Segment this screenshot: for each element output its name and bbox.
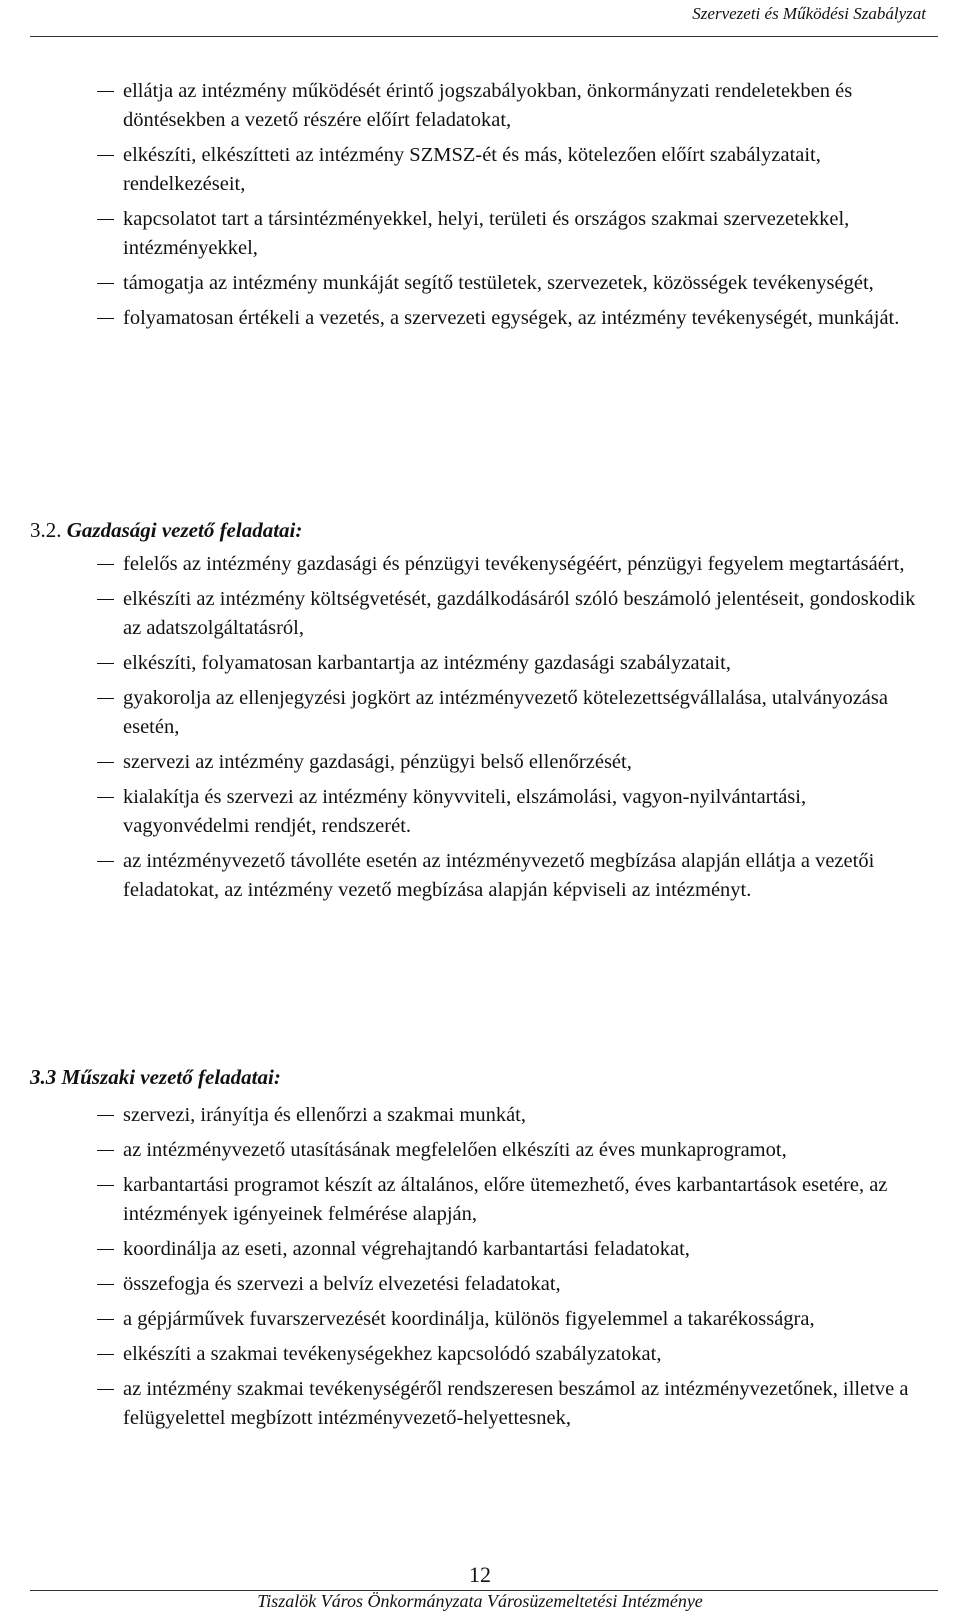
section-3-2-heading [30, 516, 302, 545]
list-item: folyamatosan értékeli a vezetés, a szervezeti egységek, az intézmény tevékenységét, munkáját. [95, 304, 932, 333]
intro-duty-list [95, 77, 932, 339]
section-title: Gazdasági vezető feladatai: [66, 518, 303, 542]
dash-bullet-icon [97, 1354, 114, 1355]
list-item: támogatja az intézmény munkáját segítő testületek, szervezetek, közösségek tevékenységét, [95, 269, 932, 298]
dash-bullet-icon [97, 91, 114, 92]
dash-bullet-icon [97, 564, 114, 565]
section-title: Műszaki vezető feladatai: [61, 1065, 281, 1089]
list-item: összefogja és szervezi a belvíz elvezetési feladatokat, [95, 1270, 932, 1299]
page-number: 12 [469, 1562, 491, 1587]
list-item: elkészíti, elkészítteti az intézmény SZMSZ-ét és más, kötelezően előírt szabályzatait, rendelkezéseit, [95, 141, 932, 199]
dash-bullet-icon [97, 663, 114, 664]
list-item: ellátja az intézmény működését érintő jogszabályokban, önkormányzati rendeletekben és döntésekben a vezető részére előírt feladatokat, [95, 77, 932, 135]
dash-bullet-icon [97, 861, 114, 862]
list-item: karbantartási programot készít az általános, előre ütemezhető, éves karbantartások esetére, az intézmények igényeinek felmérése alapján, [95, 1171, 932, 1229]
list-item: kialakítja és szervezi az intézmény könyvviteli, elszámolási, vagyon-nyilvántartási, vagyonvédelmi rendjét, rendszerét. [95, 783, 932, 841]
dash-bullet-icon [97, 1249, 114, 1250]
list-item: gyakorolja az ellenjegyzési jogkört az intézményvezető kötelezettségvállalása, utalványozása esetén, [95, 684, 932, 742]
dash-bullet-icon [97, 1389, 114, 1390]
section-3-3-heading [30, 1063, 281, 1092]
dash-bullet-icon [97, 1319, 114, 1320]
list-item: elkészíti, folyamatosan karbantartja az intézmény gazdasági szabályzatait, [95, 649, 932, 678]
dash-bullet-icon [97, 219, 114, 220]
dash-bullet-icon [97, 797, 114, 798]
dash-bullet-icon [97, 155, 114, 156]
dash-bullet-icon [97, 1150, 114, 1151]
list-item: felelős az intézmény gazdasági és pénzügyi tevékenységéért, pénzügyi fegyelem megtartásáért, [95, 550, 932, 579]
technical-leader-duty-list [95, 1101, 932, 1439]
list-item: kapcsolatot tart a társintézményekkel, helyi, területi és országos szakmai szervezetekkel, intézményekkel, [95, 205, 932, 263]
dash-bullet-icon [97, 1284, 114, 1285]
list-item: elkészíti a szakmai tevékenységekhez kapcsolódó szabályzatokat, [95, 1340, 932, 1369]
list-item: koordinálja az eseti, azonnal végrehajtandó karbantartási feladatokat, [95, 1235, 932, 1264]
section-number: 3.3 [30, 1065, 57, 1089]
page-footer-text: Tiszalök Város Önkormányzata Városüzemeltetési Intézménye [257, 1591, 703, 1611]
list-item: szervezi, irányítja és ellenőrzi a szakmai munkát, [95, 1101, 932, 1130]
list-item: az intézményvezető utasításának megfelelően elkészíti az éves munkaprogramot, [95, 1136, 932, 1165]
header-divider [30, 36, 938, 37]
dash-bullet-icon [97, 762, 114, 763]
dash-bullet-icon [97, 1115, 114, 1116]
dash-bullet-icon [97, 1185, 114, 1186]
section-number: 3.2. [30, 518, 62, 542]
economic-leader-duty-list [95, 550, 932, 911]
list-item: a gépjárművek fuvarszervezését koordinálja, különös figyelemmel a takarékosságra, [95, 1305, 932, 1334]
dash-bullet-icon [97, 318, 114, 319]
list-item: az intézmény szakmai tevékenységéről rendszeresen beszámol az intézményvezetőnek, illetve a felügyelettel megbízott intézményvezető-helyettesnek, [95, 1375, 932, 1433]
list-item: szervezi az intézmény gazdasági, pénzügyi belső ellenőrzését, [95, 748, 932, 777]
list-item: az intézményvezető távolléte esetén az intézményvezető megbízása alapján ellátja a vezetői feladatokat, az intézmény vezető megbízása alapján képviseli az intézményt. [95, 847, 932, 905]
dash-bullet-icon [97, 599, 114, 600]
dash-bullet-icon [97, 283, 114, 284]
dash-bullet-icon [97, 698, 114, 699]
list-item: elkészíti az intézmény költségvetését, gazdálkodásáról szóló beszámoló jelentéseit, gondoskodik az adatszolgáltatásról, [95, 585, 932, 643]
page-header-title: Szervezeti és Működési Szabályzat [692, 4, 926, 23]
